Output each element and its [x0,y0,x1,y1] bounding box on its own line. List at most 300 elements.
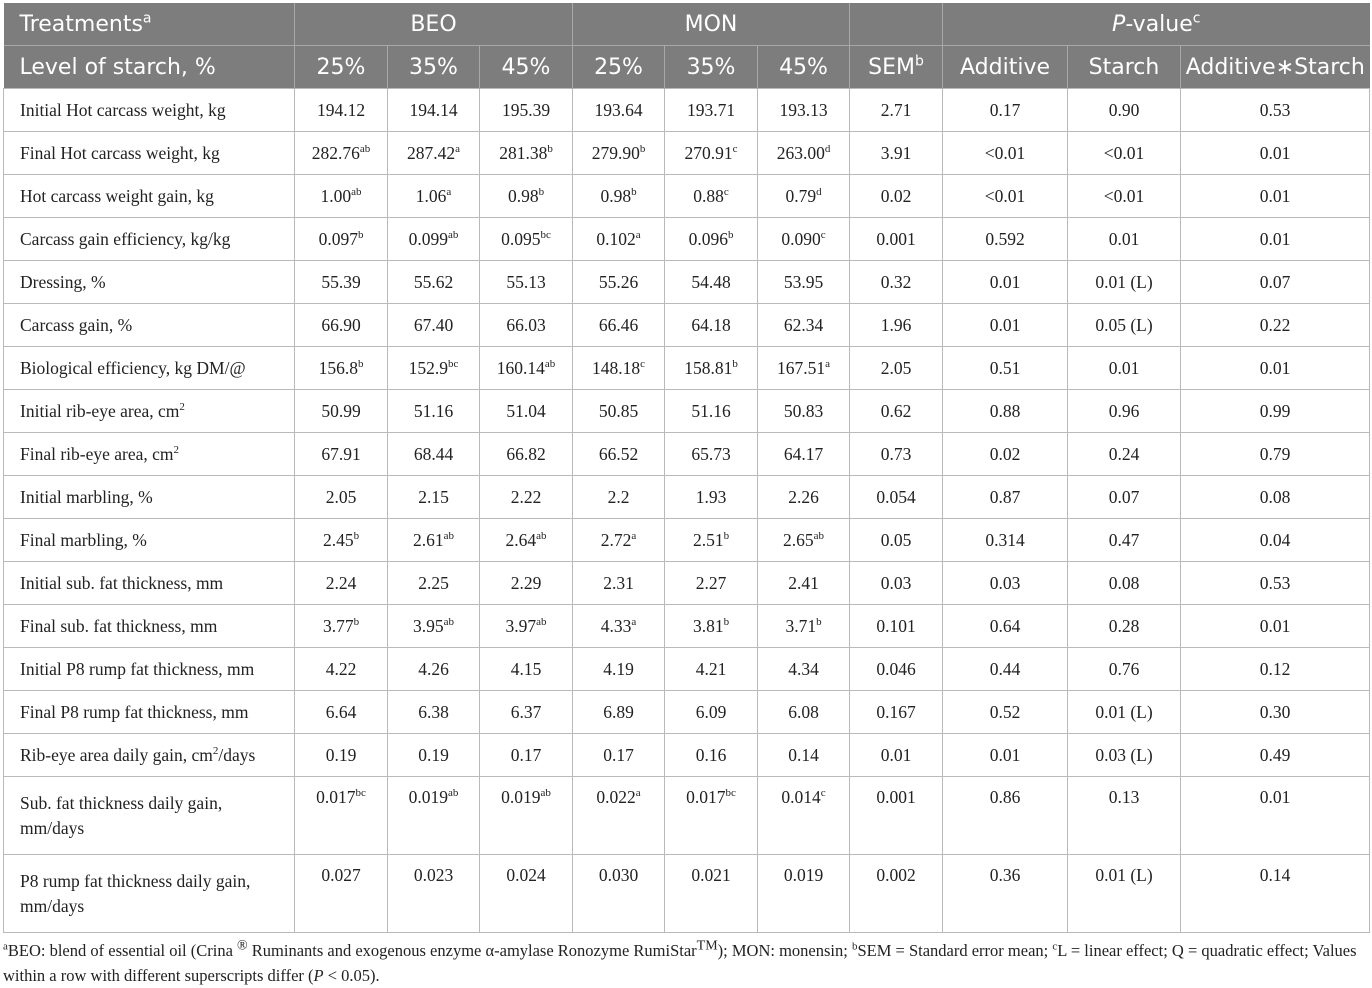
row-label-text: Hot carcass weight gain, kg [20,185,214,206]
row-label-text: Initial marbling, % [20,486,153,507]
row-label-sup: 2 [212,744,219,757]
cell-value: 51.04 [506,400,546,421]
table-cell [943,734,1068,777]
table-cell [295,691,388,734]
cell-value: 4.26 [418,658,449,679]
table-cell [665,433,758,476]
table-cell [1068,734,1181,777]
table-cell [388,562,480,605]
cell-value: 0.90 [1108,99,1140,120]
table-cell [758,476,850,519]
cell-value: 66.46 [598,314,639,335]
cell-value: 2.15 [418,486,449,507]
cell-value: 0.62 [880,400,912,421]
table-cell [1068,605,1181,648]
starch-header: Starch [1068,46,1181,89]
table-cell [295,347,388,390]
table-cell [295,476,388,519]
cell-value: 0.32 [880,271,912,292]
table-cell [850,562,943,605]
table-row [4,605,1370,648]
cell-value: 0.01 [1259,357,1291,378]
cell-superscript: b [547,142,553,155]
table-cell [388,89,480,132]
table-cell [480,261,573,304]
table-cell [943,218,1068,261]
cell-value: 51.16 [691,400,731,421]
table-cell [1068,132,1181,175]
results-table-container [3,3,1369,988]
cell-value: 2.71 [880,99,912,120]
cell-value: 0.05 [880,529,912,550]
cell-value: 0.88 [989,400,1021,421]
table-cell [573,304,665,347]
table-cell [758,648,850,691]
cell-superscript: b [353,615,360,628]
table-cell [665,855,758,933]
cell-value: 158.81 [684,357,733,378]
table-cell [850,175,943,218]
table-cell [480,734,573,777]
table-cell [573,777,665,855]
table-cell [1181,390,1370,433]
cell-value: 193.64 [594,99,643,120]
table-cell [388,777,480,855]
cell-value: 55.39 [321,271,361,292]
cell-superscript: ab [359,142,371,155]
table-cell [573,390,665,433]
cell-superscript: b [723,615,730,628]
row-label [4,261,295,304]
cell-value: 50.99 [321,400,361,421]
cell-value: 0.19 [325,744,357,765]
table-cell [573,175,665,218]
table-cell [1068,562,1181,605]
table-cell [295,605,388,648]
cell-superscript: a [635,228,641,241]
table-cell [480,476,573,519]
cell-value: 0.12 [1259,658,1291,679]
trademark-mark: TM [696,938,718,954]
cell-superscript: b [723,529,730,542]
cell-value: 2.61 [412,529,444,550]
cell-value: 0.24 [1108,443,1140,464]
cell-value: 0.14 [788,744,819,765]
cell-superscript: bc [355,787,366,800]
table-cell [295,648,388,691]
table-cell [1181,691,1370,734]
table-cell [665,89,758,132]
cell-value: 51.16 [413,400,454,421]
row-label-text: Carcass gain efficiency, kg/kg [20,228,231,249]
cell-value: 0.014 [781,787,821,807]
footnote-c-mark: c [1052,940,1058,953]
table-cell [573,562,665,605]
cell-value: 0.101 [876,615,916,636]
cell-value: 0.01 [1259,615,1291,636]
row-label-text: Initial rib-eye area, cm [20,400,180,421]
table-cell [480,347,573,390]
table-cell [1181,648,1370,691]
cell-value: 0.01 [880,744,912,765]
row-label [4,390,295,433]
registered-mark: ® [237,938,248,954]
cell-value: 2.41 [788,572,819,593]
row-label [4,734,295,777]
table-row [4,132,1370,175]
cell-value: 0.08 [1259,486,1291,507]
cell-value: 0.024 [506,865,546,885]
sem-label: SEM [868,54,915,80]
table-cell [295,175,388,218]
cell-value: 0.027 [321,865,361,885]
row-label-text: P8 rump fat thickness daily gain, mm/days [20,870,251,916]
cell-value: 1.96 [880,314,912,335]
table-cell [388,476,480,519]
table-cell [850,132,943,175]
cell-value: 0.53 [1259,99,1291,120]
row-label [4,648,295,691]
cell-value: 0.44 [989,658,1021,679]
cell-value: 0.17 [603,744,634,765]
table-cell [388,605,480,648]
table-cell [943,777,1068,855]
footnote-a-mark: a [3,940,8,953]
table-cell [573,476,665,519]
cell-value: 0.07 [1259,271,1291,292]
cell-superscript: b [538,185,545,198]
table-row [4,175,1370,218]
table-cell [573,433,665,476]
cell-value: <0.01 [1103,185,1145,206]
footnote-p: P [313,966,324,985]
cell-superscript: a [635,787,641,800]
table-cell [943,304,1068,347]
cell-value: 0.314 [985,529,1025,550]
cell-value: 193.71 [686,99,736,120]
cell-value: 0.022 [596,787,636,807]
row-label-text: Final sub. fat thickness, mm [20,615,218,636]
cell-value: 0.01 [1259,228,1291,249]
table-cell [573,218,665,261]
footnote-b-mark: b [851,940,858,953]
table-cell [850,648,943,691]
table-cell [1068,89,1181,132]
cell-value: 2.24 [325,572,357,593]
cell-value: 0.04 [1259,529,1291,550]
cell-superscript: b [727,228,734,241]
cell-superscript: ab [443,529,454,542]
cell-value: 0.73 [880,443,912,464]
table-row [4,777,1370,855]
cell-value: 50.85 [598,400,639,421]
row-label-tail: /days [218,744,256,765]
cell-value: 2.05 [880,357,912,378]
pvalue-header [943,3,1370,46]
cell-value: 0.046 [876,658,916,679]
cell-superscript: ab [443,615,454,628]
cell-value: 0.13 [1108,787,1140,807]
cell-value: 194.12 [316,99,366,120]
table-cell [480,433,573,476]
table-cell [850,855,943,933]
interaction-header: Additive∗Starch [1181,46,1370,89]
cell-value: 0.592 [985,228,1025,249]
cell-superscript: b [732,357,738,370]
table-cell [480,132,573,175]
cell-value: 4.34 [788,658,819,679]
cell-value: 66.52 [598,443,639,464]
table-cell [943,855,1068,933]
table-cell [665,476,758,519]
cell-value: 194.14 [409,99,458,120]
table-cell [1181,519,1370,562]
cell-value: 0.98 [600,185,632,206]
table-cell [665,562,758,605]
table-cell [1181,261,1370,304]
table-cell [573,855,665,933]
table-cell [573,605,665,648]
cell-value: 0.01 [1259,142,1291,163]
cell-superscript: bc [540,228,551,241]
table-cell [295,734,388,777]
row-label-text: Initial sub. fat thickness, mm [20,572,224,593]
table-cell [943,132,1068,175]
cell-value: 0.28 [1108,615,1140,636]
table-cell [758,347,850,390]
footnote-a-text2: Ruminants and exogenous enzyme α-amylase Ronozyme RumiStar [247,941,697,960]
row-label [4,347,295,390]
cell-value: 0.02 [989,443,1021,464]
cell-value: 0.01 [1108,357,1140,378]
table-cell [388,519,480,562]
cell-value: <0.01 [984,142,1026,163]
row-label [4,89,295,132]
cell-value: 281.38 [499,142,548,163]
table-cell [1181,734,1370,777]
cell-value: 279.90 [591,142,640,163]
cell-value: 0.03 [989,572,1021,593]
table-cell [480,855,573,933]
pvalue-sup: c [1192,10,1201,27]
cell-value: 2.65 [783,529,814,550]
table-cell [480,390,573,433]
cell-value: 0.07 [1108,486,1140,507]
table-cell [943,562,1068,605]
table-cell [573,89,665,132]
level-beo-35: 35% [388,46,480,89]
cell-value: 195.39 [501,99,551,120]
table-cell [943,648,1068,691]
row-label [4,433,295,476]
cell-value: 4.33 [600,615,632,636]
additive-header: Additive [943,46,1068,89]
cell-value: 1.00 [320,185,352,206]
row-label-text: Final Hot carcass weight, kg [20,142,220,163]
table-cell [480,777,573,855]
table-cell [850,261,943,304]
footnote-a-text3: ); MON: monensin; [717,941,852,960]
cell-value: 2.25 [418,572,449,593]
cell-value: 0.001 [876,787,916,807]
sem-sup: b [915,53,924,70]
treatments-header [4,3,295,46]
cell-value: 287.42 [406,142,456,163]
cell-superscript: ab [351,185,362,198]
cell-value: 55.26 [598,271,639,292]
table-row [4,562,1370,605]
cell-value: 167.51 [777,357,826,378]
table-cell [573,261,665,304]
cell-value: 0.98 [507,185,539,206]
table-cell [943,691,1068,734]
table-cell [388,132,480,175]
table-cell [758,89,850,132]
cell-value: 0.001 [876,228,916,249]
cell-superscript: ab [536,529,547,542]
cell-value: 0.19 [418,744,449,765]
table-cell [665,132,758,175]
table-cell [665,390,758,433]
table-cell [758,605,850,648]
table-cell [388,175,480,218]
cell-value: 0.30 [1259,701,1291,722]
cell-value: 2.45 [322,529,354,550]
table-cell [850,476,943,519]
table-cell [480,519,573,562]
cell-value: 0.054 [876,486,916,507]
cell-value: 6.09 [695,701,727,722]
table-cell [943,89,1068,132]
pvalue-p: P [1112,11,1126,37]
cell-value: 193.13 [779,99,828,120]
table-cell [943,433,1068,476]
table-row [4,390,1370,433]
cell-value: 67.91 [321,443,361,464]
row-label [4,562,295,605]
cell-value: 0.01 (L) [1095,865,1153,885]
table-cell [850,304,943,347]
table-cell [573,648,665,691]
row-label-sup: 2 [173,443,180,456]
table-cell [573,691,665,734]
table-row [4,304,1370,347]
table-cell [480,648,573,691]
table-cell [295,519,388,562]
cell-value: 6.64 [325,701,357,722]
cell-superscript: c [820,787,826,800]
cell-superscript: b [816,615,822,628]
table-cell [665,261,758,304]
cell-value: 4.21 [695,658,727,679]
table-cell [758,777,850,855]
cell-superscript: b [357,357,364,370]
row-label [4,855,295,933]
cell-value: 0.002 [876,865,916,885]
row-label [4,691,295,734]
cell-value: 2.05 [325,486,357,507]
table-cell [850,777,943,855]
cell-value: 0.095 [501,228,541,249]
cell-value: 0.017 [316,787,356,807]
cell-value: 148.18 [592,357,641,378]
row-label [4,175,295,218]
cell-value: 0.49 [1259,744,1291,765]
table-cell [850,218,943,261]
table-cell [1068,691,1181,734]
table-cell [1068,855,1181,933]
cell-value: 0.017 [686,787,726,807]
table-cell [758,390,850,433]
cell-value: 3.71 [785,615,817,636]
table-cell [295,390,388,433]
table-cell [1068,304,1181,347]
table-cell [850,347,943,390]
cell-value: 55.62 [413,271,454,292]
cell-value: 1.06 [415,185,447,206]
cell-value: 66.90 [321,314,361,335]
row-label-text: Initial P8 rump fat thickness, mm [20,658,255,679]
row-label-text: Rib-eye area daily gain, cm [20,744,213,765]
row-label [4,304,295,347]
cell-value: 0.86 [989,787,1021,807]
cell-value: 64.18 [691,314,731,335]
cell-value: 0.17 [989,99,1021,120]
table-row [4,89,1370,132]
cell-value: 3.81 [692,615,724,636]
cell-superscript: ab [447,228,459,241]
table-cell [758,433,850,476]
table-cell [388,218,480,261]
table-cell [480,605,573,648]
level-mon-35: 35% [665,46,758,89]
cell-superscript: ab [540,787,551,800]
row-label-text: Carcass gain, % [20,314,133,335]
table-cell [665,648,758,691]
table-cell [758,691,850,734]
cell-value: 6.08 [788,701,819,722]
table-cell [665,691,758,734]
cell-value: 0.102 [596,228,636,249]
table-cell [943,476,1068,519]
table-cell [295,777,388,855]
cell-value: 2.27 [695,572,727,593]
table-cell [1181,132,1370,175]
cell-value: 160.14 [496,357,545,378]
table-cell [758,218,850,261]
cell-value: 2.64 [505,529,537,550]
level-beo-45: 45% [480,46,573,89]
table-cell [1068,390,1181,433]
table-cell [665,218,758,261]
table-cell [480,691,573,734]
cell-value: 0.021 [691,865,731,885]
table-cell [665,347,758,390]
table-cell [1068,218,1181,261]
cell-value: 0.01 [989,314,1021,335]
table-cell [758,304,850,347]
cell-superscript: a [631,529,637,542]
cell-value: 0.019 [408,787,448,807]
cell-value: 6.89 [603,701,634,722]
table-cell [295,89,388,132]
cell-value: 1.93 [695,486,727,507]
cell-value: 2.22 [510,486,542,507]
cell-superscript: c [732,142,738,155]
cell-value: 0.02 [880,185,912,206]
cell-superscript: bc [725,787,736,800]
sem-group-header [850,3,943,46]
